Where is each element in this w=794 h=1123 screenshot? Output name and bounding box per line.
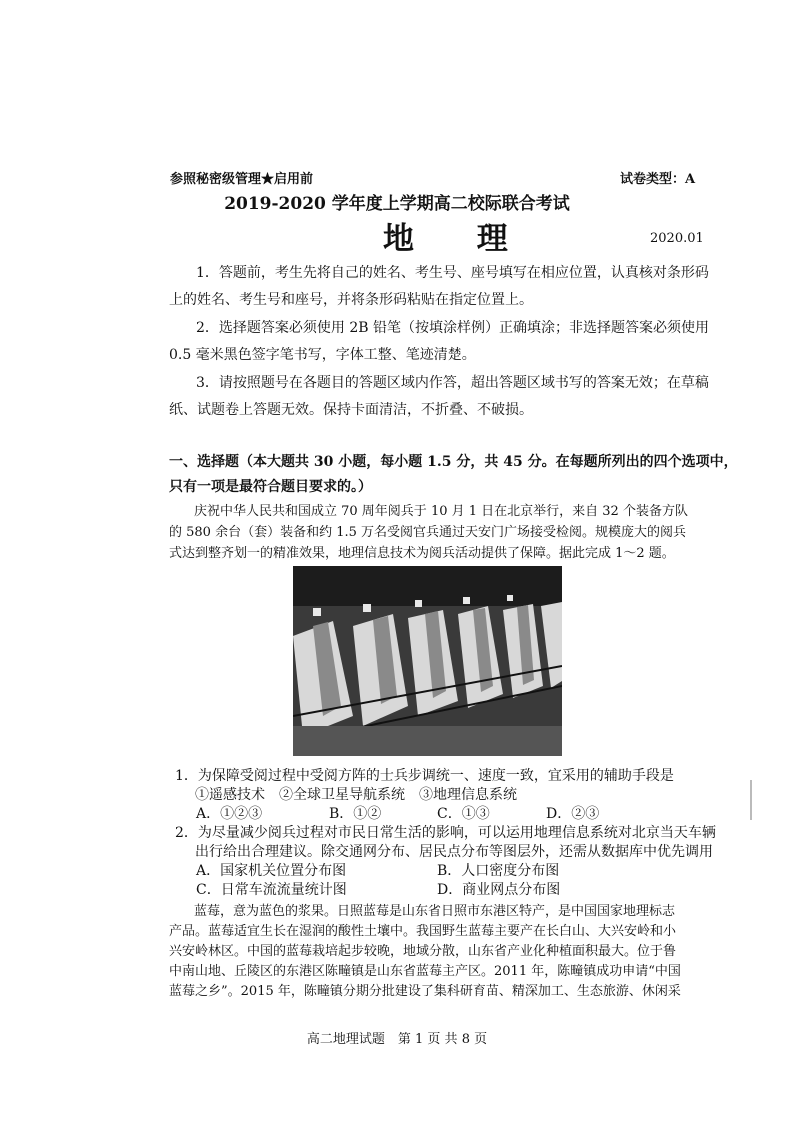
- instruction-2-line-1: 2．选择题答案必须使用 2B 铅笔（按填涂样例）正确填涂；非选择题答案必须使用: [196, 320, 710, 336]
- paper-type-label: 试卷类型：A: [620, 172, 696, 187]
- passage-2-line-1: 蓝莓，意为蓝色的浆果。日照蓝莓是山东省日照市东港区特产，是中国国家地理标志: [194, 904, 676, 919]
- passage-1-line-2: 的 580 余台（套）装备和约 1.5 万名受阅官兵通过天安门广场接受检阅。规模庞大的阅兵: [169, 525, 687, 540]
- question-1-items: ①遥感技术 ②全球卫星导航系统 ③地理信息系统: [195, 787, 517, 803]
- question-2-option-c: C．日常车流流量统计图: [196, 882, 347, 898]
- passage-2-line-4: 中南山地、丘陵区的东港区陈疃镇是山东省蓝莓主产区。2011 年，陈疃镇成功申请“中国: [169, 964, 681, 979]
- question-1-option-c: C．①③: [437, 806, 490, 822]
- subject-title: 地 理: [383, 221, 534, 257]
- exam-date: 2020.01: [650, 231, 704, 246]
- question-1-stem: 1．为保障受阅过程中受阅方阵的士兵步调统一、速度一致，宜采用的辅助手段是: [175, 768, 674, 784]
- passage-2-line-2: 产品。蓝莓适宜生长在湿润的酸性土壤中。我国野生蓝莓主要产在长白山、大兴安岭和小: [169, 924, 677, 939]
- scan-artifact: [750, 780, 752, 820]
- instruction-1-line-1: 1．答题前，考生先将自己的姓名、考生号、座号填写在相应位置，认真核对条形码: [196, 265, 709, 281]
- question-2-option-b: B．人口密度分布图: [437, 863, 560, 879]
- section-heading-line-2: 只有一项是最符合题目要求的。）: [169, 479, 372, 495]
- section-heading-line-1: 一、选择题（本大题共 30 小题，每小题 1.5 分，共 45 分。在每题所列出的四个选项中，: [169, 454, 738, 470]
- passage-1-line-3: 式达到整齐划一的精准效果，地理信息技术为阅兵活动提供了保障。据此完成 1～2 题。: [169, 546, 675, 561]
- instruction-2-line-2: 0.5 毫米黑色签字笔书写，字体工整、笔迹清楚。: [169, 347, 476, 363]
- question-2-option-a: A．国家机关位置分布图: [196, 863, 347, 879]
- instruction-1-line-2: 上的姓名、考生号和座号，并将条形码粘贴在指定位置上。: [169, 292, 533, 308]
- question-2-stem-line-1: 2．为尽量减少阅兵过程对市民日常生活的影响，可以运用地理信息系统对北京当天车辆: [175, 825, 716, 841]
- instruction-3-line-1: 3．请按照题号在各题目的答题区域内作答，超出答题区域书写的答案无效；在草稿: [196, 375, 709, 391]
- question-2-option-d: D．商业网点分布图: [437, 882, 561, 898]
- parade-photo: [293, 566, 562, 756]
- passage-1-line-1: 庆祝中华人民共和国成立 70 周年阅兵于 10 月 1 日在北京举行，来自 32 个装备方队: [194, 504, 688, 519]
- passage-2-line-3: 兴安岭林区。中国的蓝莓栽培起步较晚，地域分散，山东省产业化种植面积最大。位于鲁: [169, 944, 677, 959]
- exam-title: 2019-2020 学年度上学期高二校际联合考试: [224, 194, 570, 214]
- question-1-option-d: D．②③: [546, 806, 600, 822]
- instruction-3-line-2: 纸、试题卷上答题无效。保持卡面清洁，不折叠、不破损。: [169, 402, 533, 418]
- question-1-option-b: B．①②: [329, 806, 382, 822]
- page-footer: 高二地理试题 第 1 页 共 8 页: [306, 1032, 488, 1047]
- confidentiality-label: 参照秘密级管理★启用前: [170, 172, 314, 187]
- question-2-stem-line-2: 出行给出合理建议。除交通网分布、居民点分布等图层外，还需从数据库中优先调用: [195, 844, 713, 860]
- passage-2-line-5: 蓝莓之乡”。2015 年，陈疃镇分期分批建设了集科研育苗、精深加工、生态旅游、休闲采: [169, 984, 681, 999]
- question-1-option-a: A．①②③: [196, 806, 263, 822]
